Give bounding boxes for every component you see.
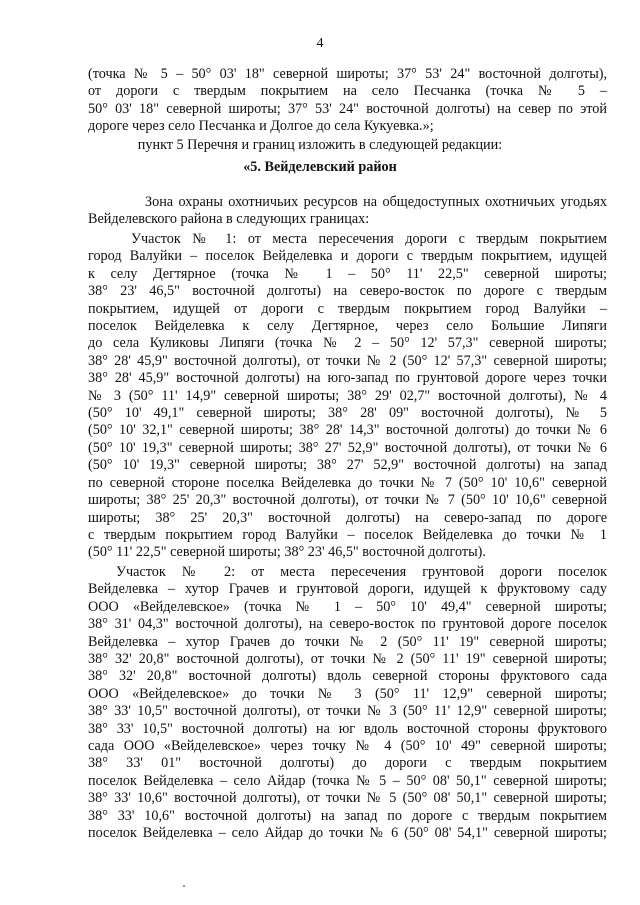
text-line: город Валуйки – поселок Вейделевка и дороги с твердым покрытием, идущей xyxy=(88,248,607,265)
text-line: до села Куликовы Липяги (точка № 2 – 50° 12' 57,3" северной широты; xyxy=(88,335,607,352)
text-line: покрытием, идущей от дороги с твердым покрытием город Валуйки – xyxy=(88,300,607,317)
text-line: 38° 31' 04,3" восточной долготы), на северо-восток по грунтовой дороге поселок xyxy=(88,616,607,633)
text-line: Вейделевка – хутор Грачев до точки № 2 (50° 11' 19" северной широты; xyxy=(88,633,607,650)
text-line: 50° 03' 18" северной широты; 37° 53' 24" восточной долготы) на север по этой xyxy=(88,100,607,117)
text-line: Зона охраны охотничьих ресурсов на общедоступных охотничьих угодьях xyxy=(145,194,607,210)
page-number: 4 xyxy=(316,36,324,51)
text-line: Вейделевского района в следующих границах: xyxy=(88,211,370,228)
text-line: от дороги с твердым покрытием на село Песчанка (точка № 5 – xyxy=(88,83,607,100)
text-line: (50° 10' 49,1" северной широты; 38° 28' 09" восточной долготы), № 5 xyxy=(88,405,607,422)
plot-2-paragraph xyxy=(88,564,607,843)
text-line: 38° 28' 45,9" восточной долготы), от точки № 2 (50° 12' 57,3" северной широты; xyxy=(88,352,607,369)
text-line: дороге через село Песчанка и Долгое до села Кукуевка.»; xyxy=(88,118,434,135)
text-line: поселок Вейделевка к селу Дегтярное, через село Большие Липяги xyxy=(88,318,607,335)
text-line: Участок № 2: от места пересечения грунтовой дороги поселок xyxy=(116,564,607,580)
paragraph-continuation xyxy=(88,66,607,136)
text-line: Участок № 1: от места пересечения дороги с твердым покрытием xyxy=(131,231,607,247)
text-line: (50° 10' 19,3" северной широты; 38° 27' 52,9" восточной долготы) на запад xyxy=(88,457,607,474)
text-line: ООО «Вейделевское» (точка № 1 – 50° 10' 49,4" северной широты; xyxy=(88,598,607,615)
plot-1-paragraph xyxy=(88,231,607,562)
text-line: (50° 11' 22,5" северной широты; 38° 23' 46,5" восточной долготы). xyxy=(88,544,486,561)
text-line: 38° 33' 10,6" восточной долготы) на запад по дороге с твердым покрытием xyxy=(88,807,607,824)
text-line: 38° 33' 10,5" восточной долготы) на юг вдоль восточной стороны фруктового xyxy=(88,720,607,737)
section-heading: «5. Вейделевский район xyxy=(243,159,397,175)
text-line: сада ООО «Вейделевское» через точку № 4 (50° 10' 49" северной широты; xyxy=(88,738,607,755)
scan-speck xyxy=(183,885,185,887)
text-line: 38° 28' 45,9" восточной долготы) на юго-запад по грунтовой дороге через точки xyxy=(88,370,607,387)
text-line: поселок Вейделевка – село Айдар (точка № 5 – 50° 08' 50,1" северной широты; xyxy=(88,772,607,789)
text-line: 38° 23' 46,5" восточной долготы) на северо-восток по дороге с твердым xyxy=(88,283,607,300)
text-line: (точка № 5 – 50° 03' 18" северной широты; 37° 53' 24" восточной долготы), xyxy=(88,66,607,82)
text-line: ООО «Вейделевское» до точки № 3 (50° 11' 12,9" северной широты; xyxy=(88,685,607,702)
text-line: 38° 33' 01" восточной долготы) до дороги с твердым покрытием xyxy=(88,755,607,772)
text-line: широты; 38° 25' 20,3" восточной долготы) на северо-запад по дороге xyxy=(88,509,607,526)
text-line: 38° 33' 10,6" восточной долготы), от точки № 5 (50° 08' 50,1" северной широты; xyxy=(88,790,607,807)
text-line: Вейделевка – хутор Грачев и грунтовой дороги, идущей к фруктовому саду xyxy=(88,581,607,598)
text-line: широты; 38° 25' 20,3" восточной долготы), от точки № 7 (50° 10' 10,6" северной xyxy=(88,492,607,509)
text-line: 38° 33' 10,5" восточной долготы), от точки № 3 (50° 11' 12,9" северной широты; xyxy=(88,703,607,720)
text-line: с твердым покрытием город Валуйки – поселок Вейделевка до точки № 1 xyxy=(88,526,607,543)
text-line: № 3 (50° 11' 14,9" северной широты; 38° 29' 02,7" восточной долготы), № 4 xyxy=(88,387,607,404)
text-line: 38° 32' 20,8" восточной долготы) вдоль северной стороны фруктового сада xyxy=(88,668,607,685)
text-line: к селу Дегтярное (точка № 1 – 50° 11' 22,5" северной широты; xyxy=(88,265,607,282)
text-line: (50° 10' 32,1" северной широты; 38° 28' 14,3" восточной долготы) до точки № 6 xyxy=(88,422,607,439)
text-line: по северной стороне поселка Вейделевка до точки № 7 (50° 10' 10,6" северной xyxy=(88,474,607,491)
zone-paragraph xyxy=(88,194,607,229)
text-line: поселок Вейделевка – село Айдар до точки № 6 (50° 08' 54,1" северной широты; xyxy=(88,825,607,842)
instruction-line: пункт 5 Перечня и границ изложить в следующей редакции: xyxy=(137,137,503,153)
text-line: 38° 32' 20,8" восточной долготы), от точки № 2 (50° 11' 19" северной широты; xyxy=(88,651,607,668)
text-line: (50° 10' 19,3" северной широты; 38° 27' 52,9" восточной долготы), от точки № 6 xyxy=(88,439,607,456)
